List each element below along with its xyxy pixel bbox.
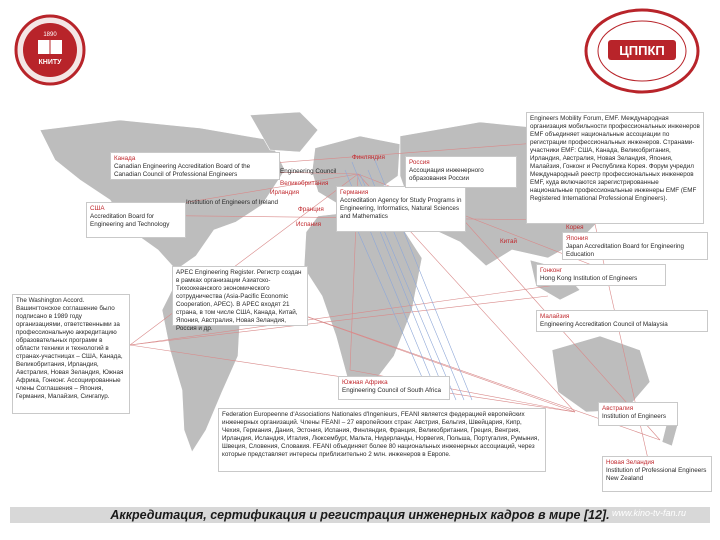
newzealand-box <box>602 456 712 492</box>
australia-box <box>598 402 678 426</box>
canada-text: Canadian Engineering Accreditation Board of the Canadian Council of Professional Engineers <box>114 163 251 178</box>
japan-label: Япония <box>566 235 588 242</box>
newzealand-label: Новая Зеландия <box>606 459 655 466</box>
malaysia-label: Малайзия <box>540 313 570 320</box>
france-label: Франция <box>298 206 324 213</box>
ireland-text: Institution of Engineers of Ireland <box>186 199 279 206</box>
malaysia-box <box>536 310 708 332</box>
germany-text: Accreditation Agency for Study Programs in Engineering, Informatics, Natural Sciences and Mathematics <box>340 197 462 220</box>
russia-text: Ассоциация инженерного образования России <box>409 167 484 182</box>
australia-label: Австралия <box>602 405 634 412</box>
header <box>0 0 720 100</box>
africa-shape <box>304 210 422 390</box>
japan-text: Japan Accreditation Board for Engineering Education <box>566 243 684 258</box>
ireland-label: Ирландия <box>270 189 300 196</box>
usa-box <box>86 202 186 238</box>
canada-label: Канада <box>114 155 136 162</box>
usa-label: США <box>90 205 105 212</box>
australia-text: Institution of Engineers <box>602 413 667 420</box>
germany-label: Германия <box>340 189 369 196</box>
japan-box <box>562 232 708 260</box>
china-label: Китай <box>500 238 518 245</box>
caption: Аккредитация, сертификация и регистрация инженерных кадров в мире [12]. <box>110 508 610 522</box>
southafrica-label: Южная Африка <box>342 379 388 386</box>
southafrica-text: Engineering Council of South Africa <box>342 387 442 394</box>
emf-box <box>526 112 704 224</box>
world-map-diagram <box>0 100 720 505</box>
logo-left-name: КНИТУ <box>38 59 62 66</box>
cppkp-logo-icon <box>584 8 700 94</box>
russia-label: Россия <box>409 159 430 166</box>
watermark: www.kino-tv-fan.ru <box>612 508 687 518</box>
hongkong-text: Hong Kong Institution of Engineers <box>540 275 638 282</box>
malaysia-text: Engineering Accreditation Council of Malaysia <box>540 321 668 328</box>
hongkong-box <box>536 264 666 286</box>
russia-box <box>405 156 517 188</box>
spain-label: Испания <box>296 221 321 228</box>
logo-right-name: ЦППКП <box>619 43 665 58</box>
usa-text: Accreditation Board for Engineering and Technology <box>90 213 170 228</box>
washington-text: The Washington Accord. Вашингтонское соглашение было подписано в 1989 году организациями, ответственными за профессиональную аккредитацию образовательных программ в области техники и технологий в странах-участницах – США, Канада, Великобритания, Ирландия, Австралия, Новая Зеландия, Южная Африка, Гонконг. Ассоциированные члены Соглашения – Япония, Германия, Малайзия, Сингапур. <box>16 297 124 400</box>
korea-label: Корея <box>566 224 584 231</box>
southafrica-box <box>338 376 450 400</box>
emf-text: Engineers Mobility Forum, EMF. Международная организация мобильности профессиональных инженеров EMF объединяет национальные ассоциации по регистрации профессиональных инженеров. Странами-участники EMF: США, Канада, Великобритания, Ирландия, Австралия, Новая Зеландия, Япония, Малайзия, Гонконг и Республика Корея. Форум учредил Международный реестр профессиональных инженеров EMF, куда включаются зарегистрированные национальные профессиональные инженеры EMF (EMF Registered International Professional Engineers). <box>530 115 700 202</box>
newzealand-text: Institution of Professional Engineers New Zealand <box>606 467 707 482</box>
germany-box <box>336 186 466 232</box>
knitu-logo-icon <box>14 14 86 86</box>
north-america-shape <box>40 120 285 270</box>
apec-box <box>172 266 308 332</box>
feani-box <box>218 408 546 472</box>
uk-council-text: Engineering Council <box>280 168 337 175</box>
canada-box <box>110 152 280 180</box>
uk-label: Великобритания <box>280 180 329 187</box>
finland-label: Финляндия <box>352 154 385 161</box>
logo-left-year: 1890 <box>43 32 57 38</box>
washington-box <box>12 294 130 414</box>
feani-text: Federation Europeenne d'Associations Nationales d'Ingenieurs, FEANI является федерацией европейских инженерных организаций. Члены FEANI – 27 европейских стран: Австрия, Бельгия, Швейцария, Кипр, Чехия, Германия, Дания, Эстония, Испания, Финляндия, Франция, Великобритания, Греция, Венгрия, Ирландия, Исландия, Италия, Люксембург, Мальта, Нидерланды, Норвегия, Польша, Португалия, Румыния, Швеция, Словения, Словакия. FEANI объединяет более 80 национальных инженерных ассоциаций, через которые представляет интересы приблизительно 2 млн. инженеров в Европе. <box>222 411 540 458</box>
apec-text: APEC Engineering Register. Регистр создан в рамках организации Азиатско-Тихоокеанского экономического сотрудничества (Asia-Pacific Economic Cooperation, APEC). В АРЕС входят 21 страна, в том числе США, Канада, Китай, Япония, Австралия, Новая Зеландия, Россия и др. <box>176 269 302 332</box>
hongkong-label: Гонконг <box>540 267 563 274</box>
